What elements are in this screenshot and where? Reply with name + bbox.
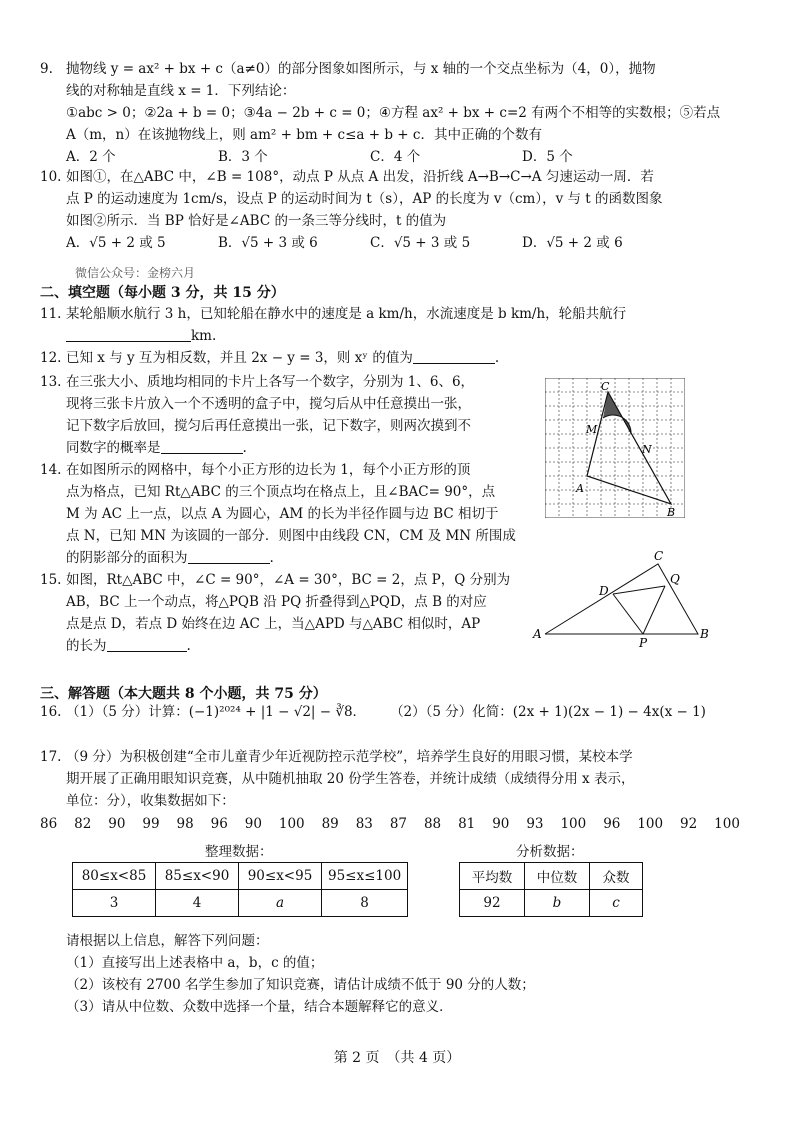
q13-line1: 在三张大小、质地均相同的卡片上各写一个数字，分别为 1、6、6， bbox=[66, 374, 475, 390]
q13-line2: 现将三张卡片放入一个不透明的盒子中，搅匀后从中任意摸出一张， bbox=[66, 396, 471, 412]
question-13 bbox=[40, 371, 530, 459]
label-m: M bbox=[586, 423, 598, 436]
segment-qp bbox=[643, 586, 665, 634]
q17-sub1: （1）直接写出上述表格中 a，b，c 的值； bbox=[66, 955, 324, 971]
q14-line1: 在如图所示的网格中，每个小正方形的边长为 1，每个小正方形的顶 bbox=[66, 462, 471, 478]
q14-line2: 点为格点，已知 Rt△ABC 的三个顶点均在格点上，且∠BAC= 90°，点 bbox=[66, 484, 496, 500]
section-solutions-title: 三、解答题（本大题共 8 个小题，共 75 分） bbox=[40, 686, 327, 702]
question-number: 11. bbox=[40, 306, 62, 322]
table-organized-data bbox=[72, 862, 408, 917]
q17-sub2: （2）该校有 2700 名学生参加了知识竞赛，请估计成绩不低于 90 分的人数； bbox=[66, 977, 535, 993]
question-number: 9. bbox=[40, 61, 53, 77]
choice-b[interactable]: B．√5 + 3 或 6 bbox=[218, 235, 318, 251]
q17-sub3: （3）请从中位数、众数中选择一个量，结合本题解释它的意义． bbox=[66, 999, 453, 1015]
question-17 bbox=[40, 746, 750, 812]
table-header-cell: 80≤x<85 bbox=[73, 863, 156, 890]
q16-part1: （1）（5 分）计算：(−1)²⁰²⁴ + |1 − √2| − ∛8． bbox=[66, 704, 367, 720]
q9-line3: ①abc > 0；②2a + b = 0；③4a − 2b + c = 0；④方程 ax² + bx + c=2 有两个不相等的实数根；⑤若点 bbox=[66, 105, 721, 121]
table-header-cell: 95≤x≤100 bbox=[322, 863, 408, 890]
label-b: B bbox=[700, 627, 709, 641]
q10-line2: 点 P 的运动速度为 1cm/s，设点 P 的运动时间为 t（s），AP 的长度为 v（cm），v 与 t 的函数图象 bbox=[66, 191, 663, 207]
section-fill-in-title: 二、填空题（每小题 3 分，共 15 分） bbox=[40, 285, 285, 301]
label-p: P bbox=[639, 636, 648, 648]
q9-line4: A（m，n）在该抛物线上，则 am² + bm + c≤a + b + c．其中正确的个数有 bbox=[66, 127, 542, 143]
score: 90 bbox=[108, 816, 126, 832]
table-header-cell: 众数 bbox=[590, 863, 643, 890]
score: 96 bbox=[603, 816, 621, 832]
score: 86 bbox=[40, 816, 58, 832]
score: 83 bbox=[355, 816, 373, 832]
q16-part2: （2）（5 分）化简：(2x + 1)(2x − 1) − 4x(x − 1) bbox=[390, 704, 706, 720]
q15-line3: 点是点 D，若点 D 始终在边 AC 上，当△APD 与△ABC 相似时，AP bbox=[66, 616, 481, 632]
score: 100 bbox=[714, 816, 740, 832]
question-number: 10. bbox=[40, 169, 62, 185]
choice-d[interactable]: D．√5 + 2 或 6 bbox=[522, 235, 623, 251]
score: 96 bbox=[210, 816, 228, 832]
question-number: 17. bbox=[40, 749, 62, 765]
question-11 bbox=[40, 303, 740, 347]
table-cell: 8 bbox=[322, 890, 408, 917]
label-c: C bbox=[654, 549, 664, 563]
choice-d[interactable]: D．5 个 bbox=[522, 149, 573, 165]
question-14 bbox=[40, 459, 530, 569]
table-cell: c bbox=[590, 890, 643, 917]
q15-line2: AB，BC 上一个动点，将△PQB 沿 PQ 折叠得到△PQD，点 B 的对应 bbox=[66, 594, 487, 610]
score: 100 bbox=[278, 816, 305, 832]
question-number: 12. bbox=[40, 350, 62, 366]
page-footer: 第 2 页 （共 4 页） bbox=[333, 1050, 461, 1066]
q12-text: 已知 x 与 y 互为相反数，并且 2x − y = 3，则 xʸ 的值为 bbox=[66, 350, 413, 366]
question-number: 13. bbox=[40, 374, 62, 390]
q10-choices bbox=[40, 232, 740, 254]
table-cell: a bbox=[239, 890, 322, 917]
label-n: N bbox=[642, 443, 652, 456]
score: 88 bbox=[423, 816, 442, 832]
q11-unit: km. bbox=[191, 328, 217, 344]
q9-line2: 线的对称轴是直线 x = 1．下列结论： bbox=[66, 83, 296, 99]
answer-blank[interactable] bbox=[188, 549, 270, 564]
q9-line1: 抛物线 y = ax² + bx + c（a≠0）的部分图象如图所示，与 x 轴的一个交点坐标为（4，0），抛物 bbox=[66, 61, 656, 77]
table-header-cell: 中位数 bbox=[525, 863, 590, 890]
question-12 bbox=[40, 347, 720, 369]
score: 81 bbox=[458, 816, 476, 832]
answer-blank[interactable] bbox=[107, 637, 187, 652]
grid-figure bbox=[545, 378, 685, 518]
triangle-fold-figure bbox=[530, 548, 720, 648]
score: 99 bbox=[142, 816, 160, 832]
table-cell: 92 bbox=[460, 890, 525, 917]
choice-b[interactable]: B．3 个 bbox=[218, 149, 268, 165]
question-number: 15. bbox=[40, 572, 62, 588]
q17-line1: （9 分）为积极创建“全市儿童青少年近视防控示范学校”，培养学生良好的用眼习惯，某校本学 bbox=[66, 749, 633, 765]
q11-line1: 某轮船顺水航行 3 h，已知轮船在静水中的速度是 a km/h，水流速度是 b km/h，轮船共航行 bbox=[66, 306, 627, 322]
answer-blank[interactable] bbox=[66, 327, 191, 342]
score: 90 bbox=[244, 816, 262, 832]
score: 93 bbox=[526, 816, 544, 832]
q10-line1: 如图①，在△ABC 中，∠B = 108°，动点 P 从点 A 出发，沿折线 A→B→C→A 匀速运动一周．若 bbox=[66, 169, 654, 185]
score: 98 bbox=[176, 816, 194, 832]
choice-a[interactable]: A．2 个 bbox=[66, 149, 116, 165]
answer-blank[interactable] bbox=[161, 439, 243, 454]
q14-line4: 点 N，已知 MN 为该圆的一部分．则图中由线段 CN，CM 及 MN 所围成 bbox=[66, 528, 516, 544]
q13-line3: 记下数字后放回，搅匀后再任意摸出一张，记下数字，则两次摸到不 bbox=[66, 418, 471, 434]
table-header-cell: 90≤x<95 bbox=[239, 863, 322, 890]
watermark: 微信公众号：金榜六月 bbox=[75, 266, 196, 280]
q14-end: . bbox=[269, 550, 274, 566]
table2-title: 分析数据： bbox=[516, 844, 584, 860]
q17-line2: 期开展了正确用眼知识竞赛，从中随机抽取 20 份学生答卷，并统计成绩（成绩得分用 x 表示， bbox=[66, 771, 635, 787]
label-c: C bbox=[601, 380, 610, 393]
grid-lines bbox=[545, 378, 685, 518]
table-header-cell: 85≤x<90 bbox=[156, 863, 239, 890]
q13-line4: 同数字的概率是 bbox=[66, 440, 161, 456]
table-header-cell: 平均数 bbox=[460, 863, 525, 890]
label-d: D bbox=[599, 584, 609, 598]
answer-blank[interactable] bbox=[413, 349, 495, 364]
segment-dp bbox=[613, 594, 643, 634]
label-b: B bbox=[667, 506, 676, 518]
q17-line3: 单位：分），收集数据如下： bbox=[66, 793, 235, 809]
q17-prompt: 请根据以上信息，解答下列问题： bbox=[66, 933, 269, 949]
question-15 bbox=[40, 569, 530, 657]
q9-choices bbox=[40, 146, 740, 168]
question-number: 16. bbox=[40, 704, 62, 720]
choice-c[interactable]: C．4 个 bbox=[370, 149, 421, 165]
q15-line1: 如图，Rt△ABC 中，∠C = 90°，∠A = 30°，BC = 2，点 P，Q 分别为 bbox=[66, 572, 511, 588]
table-analysis-data bbox=[459, 862, 643, 917]
q15-end: . bbox=[186, 638, 191, 654]
label-q: Q bbox=[670, 572, 680, 586]
question-16 bbox=[40, 701, 750, 723]
q12-end: . bbox=[494, 350, 500, 366]
q14-line3: M 为 AC 上一点，以点 A 为圆心，AM 的长为半径作圆与边 BC 相切于 bbox=[66, 506, 499, 522]
table-cell: 4 bbox=[156, 890, 239, 917]
choice-c[interactable]: C．√5 + 3 或 5 bbox=[370, 235, 471, 251]
table-cell: b bbox=[525, 890, 590, 917]
question-number: 14. bbox=[40, 462, 62, 478]
q15-line4: 的长为 bbox=[66, 638, 107, 654]
question-9 bbox=[40, 58, 740, 168]
table-analysis-wrapper bbox=[459, 862, 643, 917]
q10-line3: 如图②所示．当 BP 恰好是∠ABC 的一条三等分线时，t 的值为 bbox=[66, 213, 447, 229]
score: 92 bbox=[680, 816, 698, 832]
label-a: A bbox=[533, 627, 542, 641]
label-a: A bbox=[576, 482, 584, 495]
q17-subquestions bbox=[66, 930, 756, 1018]
score: 82 bbox=[74, 816, 92, 832]
q14-line5: 的阴影部分的面积为 bbox=[66, 550, 188, 566]
score: 89 bbox=[321, 816, 339, 832]
table-organize-wrapper bbox=[72, 862, 408, 917]
choice-a[interactable]: A．√5 + 2 或 5 bbox=[66, 235, 166, 251]
score: 87 bbox=[389, 816, 408, 832]
question-10 bbox=[40, 166, 740, 254]
score-list bbox=[40, 816, 740, 832]
table-cell: 3 bbox=[73, 890, 156, 917]
q13-end: . bbox=[242, 440, 247, 456]
table1-title: 整理数据： bbox=[205, 844, 273, 860]
score: 90 bbox=[492, 816, 510, 832]
shaded-region bbox=[603, 392, 631, 434]
score: 100 bbox=[637, 816, 664, 832]
score: 100 bbox=[560, 816, 587, 832]
